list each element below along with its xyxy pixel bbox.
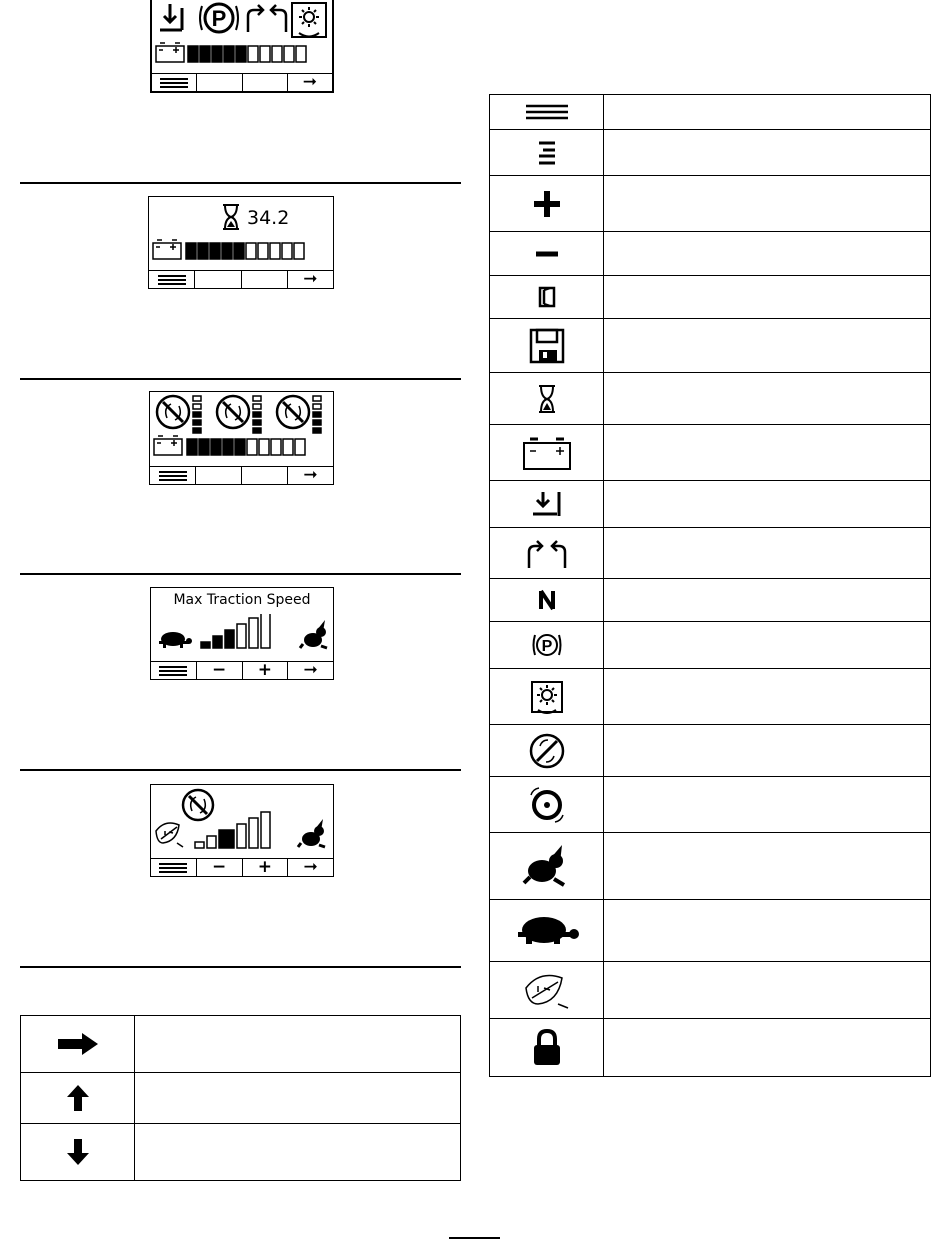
divider <box>20 573 461 575</box>
softkey-plus[interactable]: + <box>243 859 289 876</box>
leaf-icon <box>156 823 183 847</box>
battery-segment <box>223 439 233 455</box>
battery-segment <box>260 46 270 62</box>
softkey-bar <box>151 661 333 679</box>
battery-segment <box>284 46 294 62</box>
battery-segment <box>283 439 293 455</box>
softkey-3[interactable] <box>243 74 288 91</box>
softkey-menu[interactable] <box>150 467 196 484</box>
status-icons-row <box>152 0 332 42</box>
battery-segment <box>246 243 256 259</box>
legend-description <box>604 481 931 528</box>
battery-segment <box>235 439 245 455</box>
softkey-menu[interactable] <box>151 859 197 876</box>
neutral-icon <box>538 589 556 611</box>
reel-icon <box>183 790 213 820</box>
softkey-next[interactable]: ➞ <box>303 857 318 877</box>
plus-icon <box>534 191 560 217</box>
battery-segment <box>188 46 198 62</box>
softkey-menu[interactable] <box>149 271 195 288</box>
battery-segment <box>222 243 232 259</box>
battery-gauge <box>150 433 332 457</box>
speed-bar <box>195 842 204 848</box>
up-arrow-icon <box>65 1083 91 1113</box>
turn-arrows-icon <box>525 536 569 570</box>
softkey-bar <box>152 73 332 91</box>
battery-level-bars <box>188 46 306 62</box>
softkey-next[interactable]: ➞ <box>302 72 317 92</box>
legend-description <box>604 962 931 1019</box>
battery-icon <box>522 435 572 471</box>
legend-description <box>135 1073 461 1124</box>
divider <box>20 378 461 380</box>
legend-description <box>604 725 931 777</box>
divider <box>20 966 461 968</box>
battery-segment <box>199 439 209 455</box>
menu-icon <box>159 862 187 874</box>
battery-segment <box>210 243 220 259</box>
softkey-3[interactable] <box>242 271 288 288</box>
legend-description <box>604 373 931 425</box>
battery-segment <box>296 46 306 62</box>
legend-description <box>604 777 931 833</box>
down-arrow-icon <box>65 1137 91 1167</box>
battery-segment <box>272 46 282 62</box>
reel-level-bars <box>313 396 321 433</box>
battery-level-bars <box>186 243 304 259</box>
speed-bar <box>207 836 216 848</box>
menu-icon <box>160 77 188 89</box>
turtle-icon <box>159 632 192 648</box>
light-rotate-icon <box>530 680 564 714</box>
legend-description <box>604 579 931 622</box>
wheel-icon <box>527 785 567 825</box>
screen-title: Max Traction Speed <box>173 592 311 608</box>
softkey-minus[interactable]: − <box>197 859 243 876</box>
reel-icon <box>528 732 566 770</box>
battery-icon <box>154 436 182 455</box>
battery-segment <box>248 46 258 62</box>
cutting-unit-lower-icon <box>531 490 563 518</box>
battery-segment <box>211 439 221 455</box>
svg-text:P: P <box>541 638 552 655</box>
legend-description <box>604 276 931 319</box>
legend-description <box>604 319 931 373</box>
svg-text:P: P <box>211 6 227 31</box>
speed-bar <box>237 824 246 848</box>
softkey-2[interactable] <box>195 271 241 288</box>
battery-level-bars <box>187 439 305 455</box>
page-number-rule <box>449 1237 500 1239</box>
softkey-2[interactable] <box>197 74 242 91</box>
battery-segment <box>271 439 281 455</box>
battery-segment <box>200 46 210 62</box>
minus-icon <box>536 250 558 258</box>
menu-icon <box>526 104 568 120</box>
legend-description <box>604 176 931 232</box>
parking-brake-icon <box>532 632 562 658</box>
battery-segment <box>186 243 196 259</box>
menu-icon <box>159 470 187 482</box>
hours-value: 34.2 <box>247 207 290 229</box>
reel-speed-row <box>151 785 331 855</box>
arrow-legend-table <box>20 1015 461 1181</box>
right-arrow-icon <box>56 1031 100 1057</box>
legend-description <box>604 833 931 900</box>
battery-segment <box>212 46 222 62</box>
legend-description <box>135 1124 461 1181</box>
display-screen-max-traction-speed <box>150 587 334 680</box>
softkey-3[interactable] <box>242 467 288 484</box>
battery-segment <box>198 243 208 259</box>
softkey-plus[interactable]: + <box>243 662 289 679</box>
divider <box>20 769 461 771</box>
exit-icon <box>538 286 556 308</box>
speed-bar <box>225 630 234 648</box>
leaf-icon <box>522 970 572 1010</box>
legend-description <box>604 622 931 669</box>
save-icon <box>529 328 565 364</box>
rabbit-icon <box>300 620 327 648</box>
legend-description <box>604 669 931 725</box>
speed-setting-row <box>151 614 331 658</box>
legend-description <box>604 1019 931 1077</box>
battery-segment <box>187 439 197 455</box>
legend-description <box>604 95 931 130</box>
battery-segment <box>234 243 244 259</box>
menu-icon <box>158 274 186 286</box>
softkey-bar <box>149 270 333 288</box>
legend-description <box>135 1016 461 1073</box>
battery-segment <box>258 243 268 259</box>
softkey-bar <box>150 466 333 484</box>
battery-icon <box>156 43 184 62</box>
legend-description <box>604 528 931 579</box>
display-screen-status <box>150 0 334 93</box>
speed-bar <box>261 812 270 848</box>
reel-level-bars <box>253 396 261 433</box>
light-rotate-icon <box>292 3 326 37</box>
battery-gauge <box>149 237 331 261</box>
menu-icon <box>159 665 187 677</box>
speed-bar <box>219 830 234 848</box>
cutting-unit-lower-icon <box>160 4 182 30</box>
speed-bar <box>237 624 246 648</box>
speed-level-bars <box>201 614 270 648</box>
speed-bar <box>249 818 258 848</box>
speed-bar <box>249 618 258 648</box>
softkey-menu[interactable] <box>152 74 197 91</box>
reel-icon <box>277 396 309 428</box>
legend-description <box>604 130 931 176</box>
softkey-next[interactable]: ➞ <box>303 269 318 289</box>
battery-segment <box>295 439 305 455</box>
legend-row <box>21 1124 461 1181</box>
rabbit-icon <box>522 843 572 889</box>
softkey-2[interactable] <box>196 467 242 484</box>
softkey-bar <box>151 858 333 876</box>
reel-icon <box>157 396 189 428</box>
battery-segment <box>270 243 280 259</box>
speed-bar <box>201 642 210 648</box>
battery-segment <box>282 243 292 259</box>
divider <box>20 182 461 184</box>
battery-segment <box>259 439 269 455</box>
hourglass-icon <box>221 203 241 231</box>
speed-bar <box>261 614 270 648</box>
icon-legend-table <box>489 94 931 1077</box>
legend-row <box>21 1073 461 1124</box>
reel-level-bars <box>193 396 201 433</box>
turn-arrows-icon <box>248 5 286 32</box>
legend-row <box>21 1016 461 1073</box>
speed-bar <box>213 636 222 648</box>
reel-status-row <box>150 392 332 436</box>
softkey-next[interactable]: ➞ <box>303 465 318 485</box>
rabbit-icon <box>298 819 325 847</box>
display-screen-reels <box>149 391 334 485</box>
battery-segment <box>247 439 257 455</box>
reel-icon <box>217 396 249 428</box>
battery-segment <box>294 243 304 259</box>
legend-description <box>604 900 931 962</box>
softkey-menu[interactable] <box>151 662 197 679</box>
battery-icon <box>153 240 181 259</box>
softkey-next[interactable]: ➞ <box>303 660 318 680</box>
turtle-icon <box>512 914 582 948</box>
softkey-minus[interactable]: − <box>197 662 243 679</box>
battery-segment <box>236 46 246 62</box>
parking-brake-icon <box>200 4 238 32</box>
sub-menu-icon <box>537 140 557 166</box>
display-screen-hours <box>148 196 334 289</box>
display-screen-reel-speed <box>150 784 334 877</box>
legend-description <box>604 232 931 276</box>
battery-segment <box>224 46 234 62</box>
hourglass-icon <box>537 384 557 414</box>
battery-gauge <box>152 40 332 64</box>
lock-icon <box>531 1029 563 1067</box>
legend-description <box>604 425 931 481</box>
